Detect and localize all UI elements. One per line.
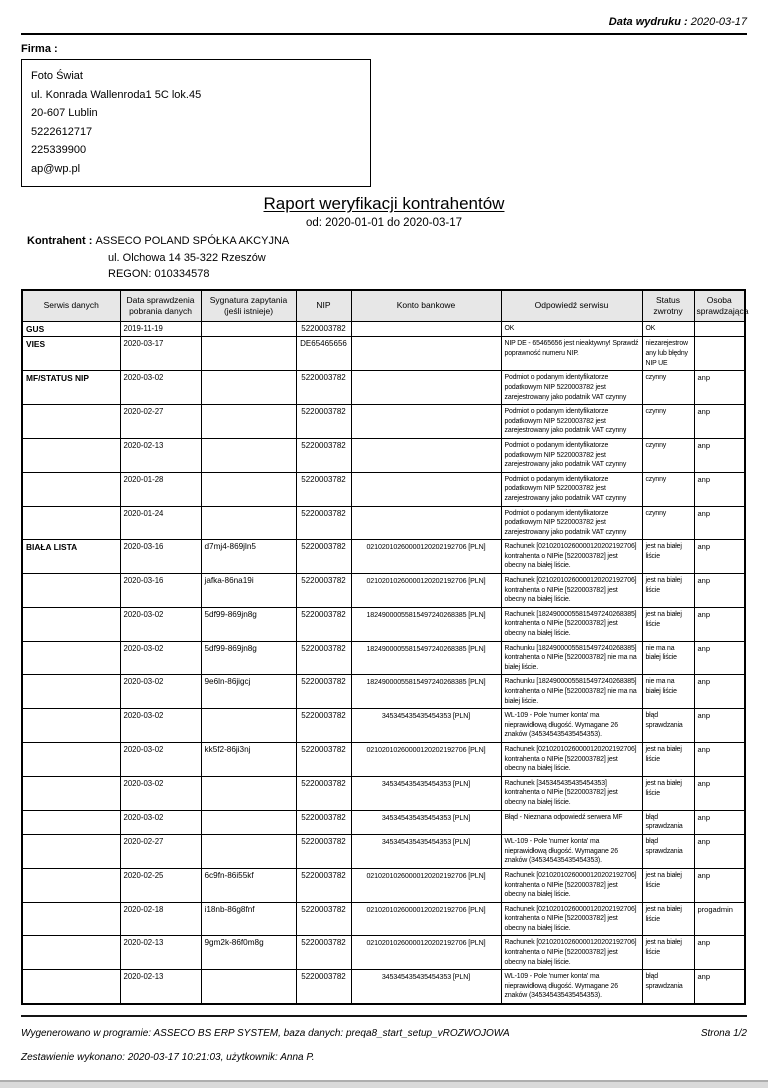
- cell-signature: [201, 472, 296, 506]
- cell-service: [22, 709, 120, 743]
- table-row: [22, 438, 745, 472]
- cell-date: 2020-03-16: [120, 574, 201, 608]
- cell-nip: 5220003782: [296, 868, 351, 902]
- cell-response: Błąd - Nieznana odpowiedź serwera MF: [501, 810, 642, 835]
- cell-service: GUS: [22, 321, 120, 337]
- col-data-sprawdzenia: Data sprawdzenia pobrania danych: [120, 290, 201, 322]
- cell-date: 2020-02-27: [120, 405, 201, 439]
- cell-signature: 5df99-869jn8g: [201, 641, 296, 675]
- cell-service: [22, 641, 120, 675]
- print-date-value: 2020-03-17: [690, 16, 747, 28]
- col-sygnatura-zapytania: Sygnatura zapytania (jeśli istnieje): [201, 290, 296, 322]
- cell-person: anp: [694, 472, 745, 506]
- cell-nip: 5220003782: [296, 607, 351, 641]
- cell-date: 2020-03-02: [120, 776, 201, 810]
- cell-account: 02102010260000120202192706 [PLN]: [351, 574, 501, 608]
- table-row: [22, 902, 745, 936]
- cell-nip: 5220003782: [296, 321, 351, 337]
- cell-account: [351, 371, 501, 405]
- report-title: Raport weryfikacji kontrahentów: [263, 194, 505, 213]
- cell-signature: [201, 709, 296, 743]
- cell-service: [22, 902, 120, 936]
- cell-status: czynny: [642, 506, 694, 540]
- table-row: [22, 868, 745, 902]
- cell-date: 2020-03-17: [120, 337, 201, 371]
- page-bottom-band: [0, 1080, 768, 1088]
- cell-status: jest na białej liście: [642, 574, 694, 608]
- cell-person: anp: [694, 835, 745, 869]
- cell-account: [351, 405, 501, 439]
- print-date-label: Data wydruku :: [608, 16, 688, 28]
- cell-response: Rachunek [02102010260000120202192706] kontrahenta o NIPie [5220003782] jest obecny na białej liście.: [501, 868, 642, 902]
- cell-service: [22, 868, 120, 902]
- cell-service: [22, 675, 120, 709]
- cell-person: anp: [694, 970, 745, 1004]
- table-row: [22, 506, 745, 540]
- table-row: [22, 371, 745, 405]
- cell-nip: 5220003782: [296, 438, 351, 472]
- cell-status: błąd sprawdzania: [642, 970, 694, 1004]
- cell-status: błąd sprawdzania: [642, 810, 694, 835]
- cell-signature: [201, 810, 296, 835]
- table-row: [22, 776, 745, 810]
- cell-signature: jafka-86na19i: [201, 574, 296, 608]
- cell-service: [22, 438, 120, 472]
- firma-line: 20-607 Lublin: [31, 107, 98, 119]
- cell-response: WL-109 - Pole 'numer konta' ma nieprawidłową długość. Wymagane 26 znaków (345345435435454353).: [501, 970, 642, 1004]
- cell-service: MF/STATUS NIP: [22, 371, 120, 405]
- cell-response: Podmiot o podanym identyfikatorze podatkowym NIP 5220003782 jest zarejestrowany jako podatnik VAT czynny: [501, 371, 642, 405]
- cell-status: czynny: [642, 371, 694, 405]
- cell-response: Rachunek [02102010260000120202192706] kontrahenta o NIPie [5220003782] jest obecny na białej liście.: [501, 936, 642, 970]
- cell-signature: [201, 835, 296, 869]
- cell-account: 345345435435454353 [PLN]: [351, 970, 501, 1004]
- cell-person: anp: [694, 506, 745, 540]
- cell-nip: 5220003782: [296, 936, 351, 970]
- cell-service: [22, 742, 120, 776]
- cell-date: 2020-03-02: [120, 709, 201, 743]
- table-row: [22, 337, 745, 371]
- cell-response: Rachunku [18249000055815497240268385] kontrahenta o NIPie [5220003782] nie ma na białej liście.: [501, 641, 642, 675]
- table-row: [22, 574, 745, 608]
- cell-date: 2020-02-18: [120, 902, 201, 936]
- cell-signature: [201, 776, 296, 810]
- cell-person: anp: [694, 675, 745, 709]
- table-row: [22, 970, 745, 1004]
- cell-signature: 5df99-869jn8g: [201, 607, 296, 641]
- footer-page-number: Strona 1/2: [700, 1028, 747, 1040]
- cell-date: 2020-03-02: [120, 371, 201, 405]
- cell-person: anp: [694, 607, 745, 641]
- cell-nip: 5220003782: [296, 835, 351, 869]
- cell-service: [22, 574, 120, 608]
- kontrahent-line: ul. Olchowa 14 35-322 Rzeszów: [108, 251, 266, 264]
- cell-signature: [201, 337, 296, 371]
- cell-person: anp: [694, 936, 745, 970]
- cell-status: nie ma na białej liście: [642, 675, 694, 709]
- cell-person: anp: [694, 742, 745, 776]
- cell-signature: 6c9fn-86i55kf: [201, 868, 296, 902]
- kontrahent-section: [27, 233, 747, 283]
- col-nip: NIP: [296, 290, 351, 322]
- cell-signature: d7mj4-869jln5: [201, 540, 296, 574]
- cell-person: anp: [694, 776, 745, 810]
- cell-person: anp: [694, 405, 745, 439]
- cell-person: anp: [694, 540, 745, 574]
- cell-response: Rachunek [02102010260000120202192706] kontrahenta o NIPie [5220003782] jest obecny na białej liście.: [501, 540, 642, 574]
- cell-response: Rachunek [345345435435454353] kontrahenta o NIPie [5220003782] jest obecny na białej liście.: [501, 776, 642, 810]
- cell-nip: 5220003782: [296, 810, 351, 835]
- cell-date: 2020-02-13: [120, 936, 201, 970]
- print-date: [21, 0, 747, 28]
- cell-account: 02102010260000120202192706 [PLN]: [351, 742, 501, 776]
- cell-account: 345345435435454353 [PLN]: [351, 835, 501, 869]
- cell-service: [22, 405, 120, 439]
- cell-service: [22, 936, 120, 970]
- cell-nip: 5220003782: [296, 472, 351, 506]
- cell-response: WL-109 - Pole 'numer konta' ma nieprawidłową długość. Wymagane 26 znaków (345345435435454353).: [501, 709, 642, 743]
- cell-account: 02102010260000120202192706 [PLN]: [351, 540, 501, 574]
- cell-nip: 5220003782: [296, 970, 351, 1004]
- report-subtitle: od: 2020-01-01 do 2020-03-17: [305, 217, 462, 229]
- report-table: [21, 289, 749, 1006]
- cell-signature: [201, 321, 296, 337]
- table-row: [22, 321, 745, 337]
- cell-date: 2020-02-13: [120, 970, 201, 1004]
- cell-service: VIES: [22, 337, 120, 371]
- cell-response: Podmiot o podanym identyfikatorze podatkowym NIP 5220003782 jest zarejestrowany jako podatnik VAT czynny: [501, 438, 642, 472]
- cell-status: OK: [642, 321, 694, 337]
- cell-status: jest na białej liście: [642, 540, 694, 574]
- cell-nip: 5220003782: [296, 371, 351, 405]
- cell-signature: [201, 438, 296, 472]
- cell-account: [351, 337, 501, 371]
- cell-response: NIP DE - 65465656 jest nieaktywny! Sprawdź poprawność numeru NIP.: [501, 337, 642, 371]
- cell-signature: [201, 506, 296, 540]
- cell-status: błąd sprawdzania: [642, 709, 694, 743]
- cell-response: WL-109 - Pole 'numer konta' ma nieprawidłową długość. Wymagane 26 znaków (345345435435454353).: [501, 835, 642, 869]
- cell-response: OK: [501, 321, 642, 337]
- cell-person: progadmin: [694, 902, 745, 936]
- cell-nip: 5220003782: [296, 506, 351, 540]
- report-table-body: [22, 321, 745, 1004]
- cell-response: Rachunek [02102010260000120202192706] kontrahenta o NIPie [5220003782] jest obecny na białej liście.: [501, 574, 642, 608]
- table-row: [22, 835, 745, 869]
- cell-date: 2020-02-13: [120, 438, 201, 472]
- firma-line: ul. Konrada Wallenroda1 5C lok.45: [31, 88, 202, 101]
- cell-signature: 9gm2k-86f0m8g: [201, 936, 296, 970]
- cell-nip: 5220003782: [296, 675, 351, 709]
- table-row: [22, 742, 745, 776]
- firma-label: Firma :: [21, 43, 58, 55]
- table-row: [22, 810, 745, 835]
- cell-account: 345345435435454353 [PLN]: [351, 709, 501, 743]
- cell-service: [22, 970, 120, 1004]
- cell-service: BIAŁA LISTA: [22, 540, 120, 574]
- cell-status: jest na białej liście: [642, 868, 694, 902]
- cell-service: [22, 776, 120, 810]
- cell-signature: 9e6ln-86jigcj: [201, 675, 296, 709]
- cell-date: 2020-03-02: [120, 675, 201, 709]
- cell-status: jest na białej liście: [642, 742, 694, 776]
- cell-account: 345345435435454353 [PLN]: [351, 776, 501, 810]
- cell-date: 2020-03-02: [120, 742, 201, 776]
- firma-line: 225339900: [31, 144, 87, 156]
- cell-status: czynny: [642, 472, 694, 506]
- cell-date: 2020-02-25: [120, 868, 201, 902]
- col-status-zwrotny: Status zwrotny: [642, 290, 694, 322]
- cell-date: 2019-11-19: [120, 321, 201, 337]
- cell-person: anp: [694, 868, 745, 902]
- table-row: [22, 472, 745, 506]
- cell-account: 18249000055815497240268385 [PLN]: [351, 607, 501, 641]
- cell-status: czynny: [642, 438, 694, 472]
- col-serwis-danych: Serwis danych: [22, 290, 120, 322]
- cell-nip: DE65465656: [296, 337, 351, 371]
- table-row: [22, 540, 745, 574]
- cell-signature: [201, 371, 296, 405]
- cell-account: [351, 321, 501, 337]
- top-rule: [21, 33, 747, 35]
- report-table-header: [22, 290, 749, 322]
- cell-date: 2020-03-16: [120, 540, 201, 574]
- cell-status: jest na białej liście: [642, 607, 694, 641]
- cell-status: nie ma na białej liście: [642, 641, 694, 675]
- cell-person: [694, 321, 745, 337]
- firma-line: ap@wp.pl: [31, 162, 81, 175]
- cell-nip: 5220003782: [296, 574, 351, 608]
- cell-account: 02102010260000120202192706 [PLN]: [351, 902, 501, 936]
- cell-status: niezarejestrowany lub błędny NIP UE: [642, 337, 694, 371]
- cell-person: anp: [694, 438, 745, 472]
- cell-service: [22, 607, 120, 641]
- cell-account: 02102010260000120202192706 [PLN]: [351, 936, 501, 970]
- cell-person: anp: [694, 641, 745, 675]
- cell-account: 345345435435454353 [PLN]: [351, 810, 501, 835]
- cell-response: Rachunku [18249000055815497240268385] kontrahenta o NIPie [5220003782] nie ma na białej liście.: [501, 675, 642, 709]
- kontrahent-label: Kontrahent :: [27, 235, 96, 247]
- col-osoba-sprawdzajaca: Osoba sprawdzająca: [694, 290, 745, 322]
- cell-person: anp: [694, 371, 745, 405]
- cell-date: 2020-03-02: [120, 810, 201, 835]
- cell-signature: i18nb-86g8fnf: [201, 902, 296, 936]
- cell-signature: kk5f2-86ji3nj: [201, 742, 296, 776]
- cell-date: 2020-02-27: [120, 835, 201, 869]
- cell-status: jest na białej liście: [642, 936, 694, 970]
- cell-date: 2020-01-24: [120, 506, 201, 540]
- cell-account: 18249000055815497240268385 [PLN]: [351, 675, 501, 709]
- col-odpowiedz-serwisu: Odpowiedź serwisu: [501, 290, 642, 322]
- cell-account: 18249000055815497240268385 [PLN]: [351, 641, 501, 675]
- cell-status: czynny: [642, 405, 694, 439]
- table-row: [22, 709, 745, 743]
- table-row: [22, 936, 745, 970]
- cell-date: 2020-03-02: [120, 641, 201, 675]
- firma-box: [21, 59, 371, 187]
- col-konto-bankowe: Konto bankowe: [351, 290, 501, 322]
- footer-executed: Zestawienie wykonano: 2020-03-17 10:21:03, użytkownik: Anna P.: [21, 1052, 315, 1064]
- cell-account: [351, 472, 501, 506]
- cell-date: 2020-01-28: [120, 472, 201, 506]
- firma-line: Foto Świat: [31, 70, 83, 82]
- footer-generated: Wygenerowano w programie: ASSECO BS ERP SYSTEM, baza danych: preqa8_start_setup_vROZWOJOWA: [21, 1028, 510, 1040]
- cell-account: 02102010260000120202192706 [PLN]: [351, 868, 501, 902]
- cell-nip: 5220003782: [296, 902, 351, 936]
- cell-response: Podmiot o podanym identyfikatorze podatkowym NIP 5220003782 jest zarejestrowany jako podatnik VAT czynny: [501, 506, 642, 540]
- cell-person: anp: [694, 709, 745, 743]
- cell-person: anp: [694, 574, 745, 608]
- table-row: [22, 607, 745, 641]
- cell-service: [22, 835, 120, 869]
- cell-nip: 5220003782: [296, 742, 351, 776]
- cell-response: Podmiot o podanym identyfikatorze podatkowym NIP 5220003782 jest zarejestrowany jako podatnik VAT czynny: [501, 472, 642, 506]
- cell-person: [694, 337, 745, 371]
- cell-response: Rachunek [02102010260000120202192706] kontrahenta o NIPie [5220003782] jest obecny na białej liście.: [501, 742, 642, 776]
- cell-status: jest na białej liście: [642, 902, 694, 936]
- cell-date: 2020-03-02: [120, 607, 201, 641]
- table-row: [22, 405, 745, 439]
- cell-response: Rachunek [18249000055815497240268385] kontrahenta o NIPie [5220003782] jest obecny na białej liście.: [501, 607, 642, 641]
- cell-nip: 5220003782: [296, 776, 351, 810]
- cell-account: [351, 438, 501, 472]
- cell-nip: 5220003782: [296, 405, 351, 439]
- cell-nip: 5220003782: [296, 709, 351, 743]
- cell-response: Podmiot o podanym identyfikatorze podatkowym NIP 5220003782 jest zarejestrowany jako podatnik VAT czynny: [501, 405, 642, 439]
- kontrahent-lines: [27, 250, 747, 283]
- cell-person: anp: [694, 810, 745, 835]
- table-row: [22, 675, 745, 709]
- footer-rule: [21, 1015, 747, 1017]
- cell-response: Rachunek [02102010260000120202192706] kontrahenta o NIPie [5220003782] jest obecny na białej liście.: [501, 902, 642, 936]
- firma-line: 5222612717: [31, 125, 93, 138]
- cell-service: [22, 810, 120, 835]
- cell-status: jest na białej liście: [642, 776, 694, 810]
- kontrahent-line: REGON: 010334578: [108, 268, 210, 280]
- cell-nip: 5220003782: [296, 540, 351, 574]
- cell-signature: [201, 970, 296, 1004]
- cell-account: [351, 506, 501, 540]
- cell-service: [22, 506, 120, 540]
- kontrahent-name: ASSECO POLAND SPÓŁKA AKCYJNA: [95, 235, 290, 247]
- cell-signature: [201, 405, 296, 439]
- cell-nip: 5220003782: [296, 641, 351, 675]
- cell-status: błąd sprawdzania: [642, 835, 694, 869]
- table-row: [22, 641, 745, 675]
- cell-service: [22, 472, 120, 506]
